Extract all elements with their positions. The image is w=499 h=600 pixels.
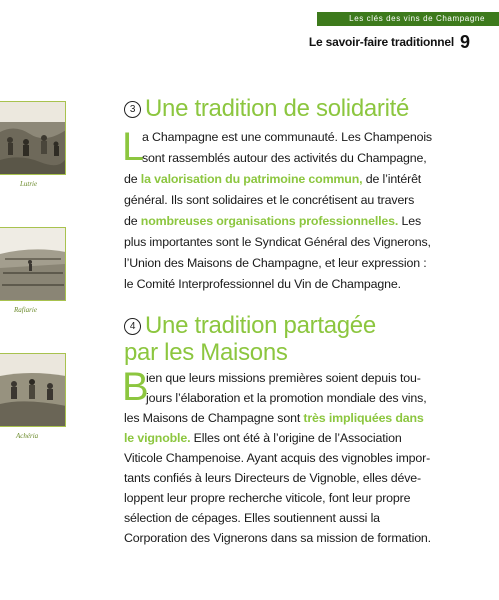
heading-text: par les Maisons	[124, 339, 288, 366]
paragraph-line: ien que leurs missions premières soient depuis tou-	[146, 371, 421, 385]
paragraph-line: l’Union des Maisons de Champagne, et leur expression :	[124, 256, 427, 270]
header-rule	[317, 25, 499, 26]
drop-cap: B	[122, 365, 149, 409]
paragraph-line	[124, 214, 421, 229]
paragraph-line: sélection de cépages. Elles soutiennent aussi la	[124, 511, 380, 525]
header-band	[317, 12, 499, 25]
paragraph-line: loppent leur propre recherche viticole, font leur propre	[124, 491, 411, 505]
highlight-text: la valorisation du patrimoine commun,	[140, 172, 363, 186]
section-4-heading	[124, 312, 376, 366]
paragraph-line	[124, 411, 424, 426]
header-band-text: Les clés des vins de Champagne	[349, 14, 485, 23]
drop-cap: L	[122, 125, 145, 169]
paragraph-line	[124, 172, 421, 187]
photo-field	[0, 227, 66, 301]
highlight-text: très impliquées dans	[303, 411, 424, 425]
photo-caption: Lutrie	[20, 180, 38, 188]
photo-workers	[0, 353, 66, 427]
text-run: de	[124, 172, 141, 186]
paragraph-line	[124, 431, 402, 446]
heading-text: Une tradition partagée	[145, 312, 376, 339]
section-3-heading	[124, 95, 409, 122]
highlight-text: nombreuses organisations professionnelles.	[140, 214, 399, 228]
text-run: Elles ont été à l’origine de l’Association	[190, 431, 402, 445]
paragraph-line: Viticole Champenoise. Ayant acquis des vignobles impor-	[124, 451, 431, 465]
paragraph-line: Corporation des Vignerons dans sa mission de formation.	[124, 531, 431, 545]
paragraph-line: général. Ils sont solidaires et le concrétisent au travers	[124, 193, 415, 207]
photo-caption: Achéria	[16, 432, 39, 440]
photo-caption: Rafiarie	[14, 306, 37, 314]
text-run: Les	[398, 214, 422, 228]
paragraph-line: sont rassemblés autour des activités du Champagne,	[142, 151, 427, 165]
paragraph-line: jours l’élaboration et la promotion mondiale des vins,	[146, 391, 427, 405]
photo-harvest	[0, 101, 66, 175]
paragraph-line: a Champagne est une communauté. Les Champenois	[142, 130, 432, 144]
section-title: Le savoir-faire traditionnel	[308, 35, 454, 49]
text-run: de	[124, 214, 141, 228]
highlight-text: le vignoble.	[124, 431, 191, 445]
text-run: de l’intérêt	[362, 172, 422, 186]
section-number: 4	[124, 318, 141, 335]
paragraph-line: tants confiés à leurs Directeurs de Vignoble, elles déve-	[124, 471, 422, 485]
paragraph-line: plus importantes sont le Syndicat Général des Vignerons,	[124, 235, 431, 249]
heading-text: Une tradition de solidarité	[145, 95, 410, 122]
page-number: 9	[460, 32, 471, 52]
text-run: les Maisons de Champagne sont	[124, 411, 304, 425]
section-number: 3	[124, 101, 141, 118]
paragraph-line: le Comité Interprofessionnel du Vin de Champagne.	[124, 277, 401, 291]
